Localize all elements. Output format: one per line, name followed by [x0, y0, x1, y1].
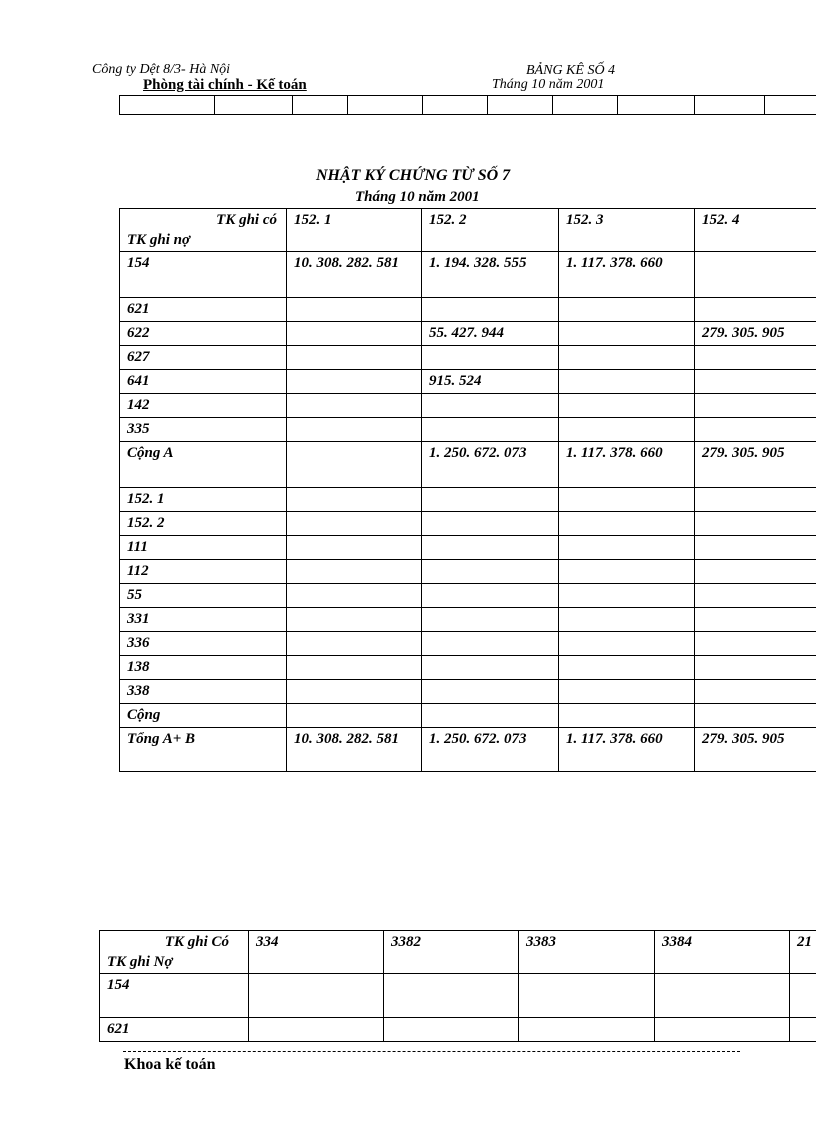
journal-header-row — [120, 209, 816, 252]
header-strip-table — [119, 95, 816, 115]
value-cell — [422, 608, 559, 632]
value-cell — [422, 584, 559, 608]
table-row — [120, 584, 816, 608]
table-row — [120, 298, 816, 322]
value-cell — [559, 370, 695, 394]
value-cell — [287, 536, 422, 560]
header-credit-label: TK ghi Có — [164, 934, 229, 950]
value-cell — [249, 974, 384, 1018]
value-cell — [790, 1018, 816, 1042]
value-cell — [790, 974, 816, 1018]
account-cell: 112 — [120, 560, 287, 584]
header-debit-label: TK ghi Nợ — [107, 954, 173, 970]
value-cell — [422, 680, 559, 704]
column-header: 3383 — [519, 931, 655, 974]
company-name: Công ty Dệt 8/3- Hà Nội — [92, 62, 231, 77]
value-cell — [695, 394, 816, 418]
value-cell — [559, 632, 695, 656]
value-cell — [422, 536, 559, 560]
value-cell — [287, 632, 422, 656]
department-name: Phòng tài chính - Kế toán — [143, 77, 307, 93]
table-row — [120, 728, 816, 772]
value-cell — [287, 442, 422, 488]
value-cell: 1. 117. 378. 660 — [559, 442, 695, 488]
value-cell — [287, 512, 422, 536]
header-debit-label: TK ghi nợ — [127, 232, 191, 248]
value-cell — [695, 656, 816, 680]
value-cell — [695, 370, 816, 394]
account-cell: 621 — [120, 298, 287, 322]
value-cell — [287, 298, 422, 322]
value-cell — [287, 608, 422, 632]
value-cell — [559, 488, 695, 512]
value-cell: 279. 305. 905 — [695, 322, 816, 346]
account-cell: Cộng A — [120, 442, 287, 488]
table-row — [120, 536, 816, 560]
column-header: 152. 1 — [287, 209, 422, 252]
header-corner-cell — [120, 209, 287, 252]
value-cell — [695, 252, 816, 298]
account-cell: Tổng A+ B — [120, 728, 287, 772]
column-header: 3382 — [384, 931, 519, 974]
value-cell — [422, 632, 559, 656]
table-row — [100, 1018, 816, 1042]
salary-allocation-table — [99, 930, 816, 1042]
value-cell — [559, 394, 695, 418]
account-cell: 111 — [120, 536, 287, 560]
table-row — [120, 252, 816, 298]
value-cell — [695, 536, 816, 560]
column-header: 334 — [249, 931, 384, 974]
value-cell: 55. 427. 944 — [422, 322, 559, 346]
column-header: 152. 3 — [559, 209, 695, 252]
value-cell — [287, 656, 422, 680]
value-cell — [559, 704, 695, 728]
column-header: 3384 — [655, 931, 790, 974]
value-cell: 1. 194. 328. 555 — [422, 252, 559, 298]
value-cell: 10. 308. 282. 581 — [287, 252, 422, 298]
value-cell — [384, 1018, 519, 1042]
header-credit-label: TK ghi có — [216, 212, 277, 228]
value-cell — [559, 346, 695, 370]
value-cell — [695, 560, 816, 584]
value-cell — [384, 974, 519, 1018]
column-header: 21 — [790, 931, 816, 974]
table-row — [120, 322, 816, 346]
value-cell: 1. 250. 672. 073 — [422, 728, 559, 772]
value-cell — [422, 418, 559, 442]
value-cell — [287, 704, 422, 728]
divider-dashed — [123, 1051, 740, 1052]
account-cell: 154 — [120, 252, 287, 298]
account-cell: 335 — [120, 418, 287, 442]
value-cell — [422, 560, 559, 584]
table-row — [120, 656, 816, 680]
value-cell: 1. 117. 378. 660 — [559, 728, 695, 772]
value-cell — [287, 370, 422, 394]
account-cell: 622 — [120, 322, 287, 346]
table-row — [120, 704, 816, 728]
account-cell: 142 — [120, 394, 287, 418]
value-cell — [559, 680, 695, 704]
value-cell — [559, 322, 695, 346]
value-cell — [695, 704, 816, 728]
table-row — [120, 560, 816, 584]
value-cell: 1. 117. 378. 660 — [559, 252, 695, 298]
value-cell — [422, 656, 559, 680]
account-cell: 331 — [120, 608, 287, 632]
value-cell — [559, 608, 695, 632]
value-cell — [559, 560, 695, 584]
journal-title: NHẬT KÝ CHỨNG TỪ SỐ 7 — [316, 167, 511, 184]
value-cell — [655, 974, 790, 1018]
table-row — [100, 974, 816, 1018]
value-cell — [519, 1018, 655, 1042]
second-header-row — [100, 931, 816, 974]
header-corner-cell — [100, 931, 249, 974]
value-cell — [287, 680, 422, 704]
account-cell: Cộng — [120, 704, 287, 728]
table-row — [120, 370, 816, 394]
column-header: 152. 4 — [695, 209, 816, 252]
value-cell — [422, 394, 559, 418]
value-cell — [422, 488, 559, 512]
value-cell — [422, 512, 559, 536]
value-cell: 1. 250. 672. 073 — [422, 442, 559, 488]
table-row — [120, 632, 816, 656]
value-cell — [695, 512, 816, 536]
signature-label: Khoa kế toán — [124, 1056, 216, 1073]
value-cell — [559, 584, 695, 608]
value-cell — [287, 418, 422, 442]
column-header: 152. 2 — [422, 209, 559, 252]
table-row — [120, 346, 816, 370]
value-cell — [422, 346, 559, 370]
value-cell — [559, 536, 695, 560]
value-cell — [559, 298, 695, 322]
account-cell: 152. 2 — [120, 512, 287, 536]
value-cell — [249, 1018, 384, 1042]
value-cell — [695, 418, 816, 442]
account-cell: 154 — [100, 974, 249, 1018]
value-cell — [695, 488, 816, 512]
value-cell — [422, 704, 559, 728]
journal-subtitle: Tháng 10 năm 2001 — [355, 189, 480, 205]
account-cell: 152. 1 — [120, 488, 287, 512]
value-cell: 10. 308. 282. 581 — [287, 728, 422, 772]
value-cell — [559, 656, 695, 680]
table-row — [120, 608, 816, 632]
account-cell: 338 — [120, 680, 287, 704]
statement-period: Tháng 10 năm 2001 — [492, 77, 605, 92]
value-cell — [287, 584, 422, 608]
value-cell — [655, 1018, 790, 1042]
value-cell — [559, 418, 695, 442]
table-row — [120, 488, 816, 512]
account-cell: 627 — [120, 346, 287, 370]
value-cell — [519, 974, 655, 1018]
value-cell: 279. 305. 905 — [695, 442, 816, 488]
account-cell: 336 — [120, 632, 287, 656]
value-cell — [422, 298, 559, 322]
table-row — [120, 512, 816, 536]
value-cell — [287, 560, 422, 584]
account-cell: 621 — [100, 1018, 249, 1042]
value-cell — [287, 488, 422, 512]
value-cell — [287, 394, 422, 418]
value-cell — [559, 512, 695, 536]
statement-title: BẢNG KÊ SỐ 4 — [526, 63, 616, 78]
account-cell: 641 — [120, 370, 287, 394]
table-row — [120, 442, 816, 488]
table-row — [120, 394, 816, 418]
value-cell — [695, 298, 816, 322]
table-row — [120, 680, 816, 704]
value-cell — [695, 584, 816, 608]
value-cell — [287, 322, 422, 346]
value-cell — [695, 346, 816, 370]
value-cell — [287, 346, 422, 370]
table-row — [120, 418, 816, 442]
account-cell: 138 — [120, 656, 287, 680]
value-cell: 279. 305. 905 — [695, 728, 816, 772]
value-cell — [695, 608, 816, 632]
account-cell: 55 — [120, 584, 287, 608]
value-cell — [695, 680, 816, 704]
value-cell — [695, 632, 816, 656]
journal-table — [119, 208, 816, 772]
value-cell: 915. 524 — [422, 370, 559, 394]
